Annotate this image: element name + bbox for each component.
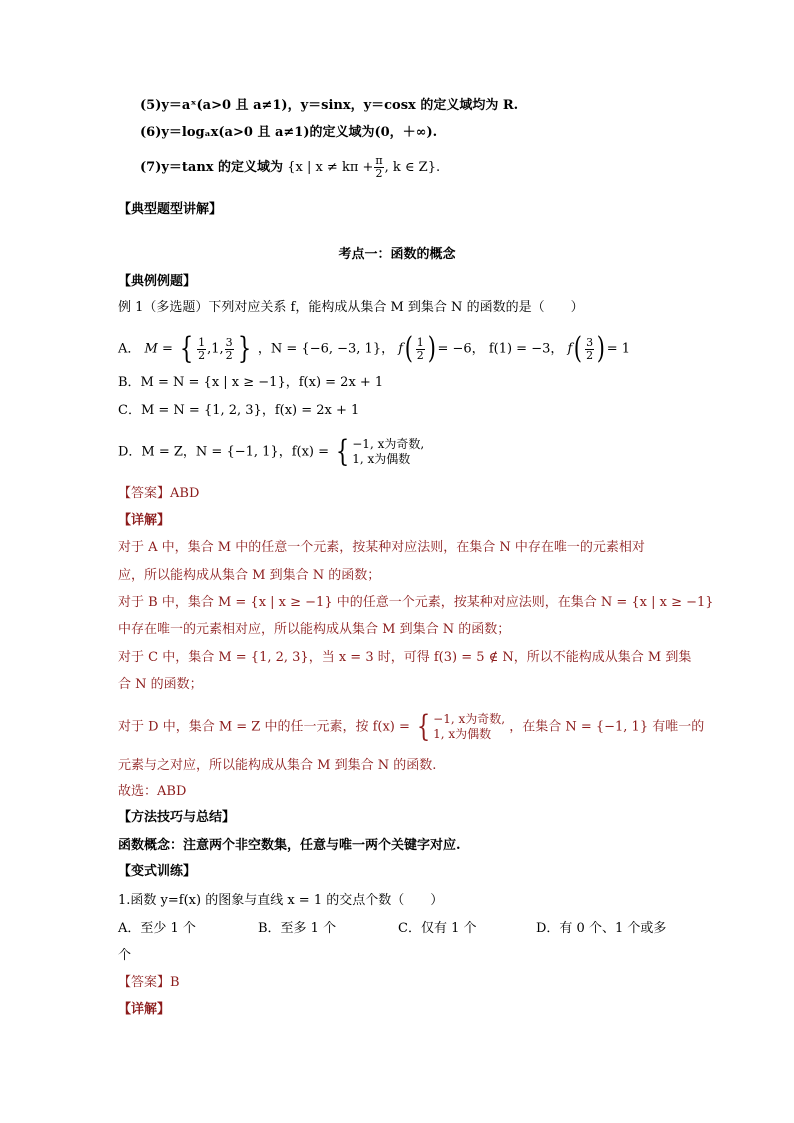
paren-icon: ( [574,331,583,366]
choose-line: 故选：ABD [118,784,187,799]
variant-header: 【变式训练】 [118,864,197,879]
option-a-f3: f [567,341,573,357]
option-b: B．M = N = {x | x ≥ −1}，f(x) = 2x + 1 [118,375,384,390]
option-a-f3-val: = 1 [606,341,631,357]
detail-d-post: ，在集合 N = {−1, 1} 有唯一的 [509,719,705,735]
method-header: 【方法技巧与总结】 [118,810,236,825]
section-header: 【典型题型讲解】 [118,202,223,217]
option-a-f1-val: = −6， [437,341,485,357]
q1-option-a: A．至少 1 个 [118,921,196,936]
frac-3-2: $\frac{3}{2}$ [225,335,233,362]
answer-2: 【答案】B [118,975,180,990]
option-a-mid: ,1, [207,341,224,357]
q1-option-c: C．仅有 1 个 [398,921,477,936]
option-d-cases: −1, x为奇数, 1, x为偶数 [352,437,425,466]
frac-3-2-b: $\frac{3}{2}$ [586,335,594,362]
option-d [118,434,425,469]
example-header: 【典例例题】 [118,274,197,289]
detail-c2: 合 N 的函数； [118,677,203,692]
option-d-lead: D．M = Z，N = {−1, 1}，f(x) = [118,444,330,460]
option-a-f2: f(1) = −3， [488,341,564,357]
paren-icon: ) [596,331,606,366]
rule-6: (6)y＝logₐx(a>0 且 a≠1)的定义域为(0，＋∞). [140,125,438,140]
rule-7-set-right: , k ∈ Z}. [384,160,441,175]
detail-b2: 中存在唯一的元素相对应，所以能构成从集合 M 到集合 N 的函数； [118,622,511,637]
detail-header: 【详解】 [118,513,171,528]
option-c: C．M = N = {1, 2, 3}，f(x) = 2x + 1 [118,403,360,418]
option-a-n: ，N = {−6, −3, 1}， [257,341,395,357]
rule-7-prefix: (7)y＝tanx 的定义域为 [140,160,284,175]
frac-1-2-b: $\frac{1}{2}$ [416,335,424,362]
detail-d-cases: −1, x为奇数, 1, x为偶数 [433,712,506,741]
q1-option-d-wrap: 个 [118,948,132,963]
option-a [118,331,631,366]
detail-c1: 对于 C 中，集合 M = {1, 2, 3}，当 x = 3 时，可得 f(3) = 5 ∉ N，所以不能构成从集合 M 到集 [118,650,692,665]
paren-icon: ( [404,331,414,366]
option-a-f1: f [398,341,404,357]
detail-a2: 应，所以能构成从集合 M 到集合 N 的函数； [118,568,381,583]
rule-5: (5)y＝aˣ(a>0 且 a≠1)，y＝sinx，y＝cosx 的定义域均为 R. [140,98,519,113]
answer-1: 【答案】ABD [118,486,200,501]
rule-7 [140,155,440,180]
cases-brace-icon: { [416,709,431,744]
detail-header-2: 【详解】 [118,1002,171,1017]
left-brace-icon: { [179,331,194,366]
detail-d2: 元素与之对应，所以能构成从集合 M 到集合 N 的函数. [118,758,437,773]
cases-brace-icon: { [336,434,350,469]
q1-option-d: D．有 0 个、1 个或多 [536,921,667,936]
option-a-m: M = [144,341,173,357]
example-stem: 例 1（多选题）下列对应关系 f，能构成从集合 M 到集合 N 的函数的是（ ） [118,300,584,315]
topic-title: 考点一：函数的概念 [338,247,456,262]
right-brace-icon: } [237,331,251,366]
method-text: 函数概念：注意两个非空数集，任意与唯一两个关键字对应. [118,838,461,853]
frac-1-2: $\frac{1}{2}$ [198,335,206,362]
detail-b1: 对于 B 中，集合 M = {x | x ≥ −1} 中的任意一个元素，按某种对应法则，在集合 N = {x | x ≥ −1} [118,595,714,610]
detail-d1 [118,709,705,744]
question-1: 1.函数 y=f(x) 的图象与直线 x = 1 的交点个数（ ） [118,893,444,908]
pi-over-2: $\frac{\pi}{2}$ [375,154,383,180]
detail-d-pre: 对于 D 中，集合 M = Z 中的任一元素，按 f(x) = [118,719,410,735]
option-a-lead: A． [118,341,141,357]
detail-a1: 对于 A 中，集合 M 中的任意一个元素，按某种对应法则，在集合 N 中存在唯一的元素相对 [118,540,645,555]
q1-option-b: B．至多 1 个 [258,921,337,936]
paren-icon: ) [427,331,436,366]
rule-7-set-left: {x | x ≠ kπ + [287,160,374,175]
